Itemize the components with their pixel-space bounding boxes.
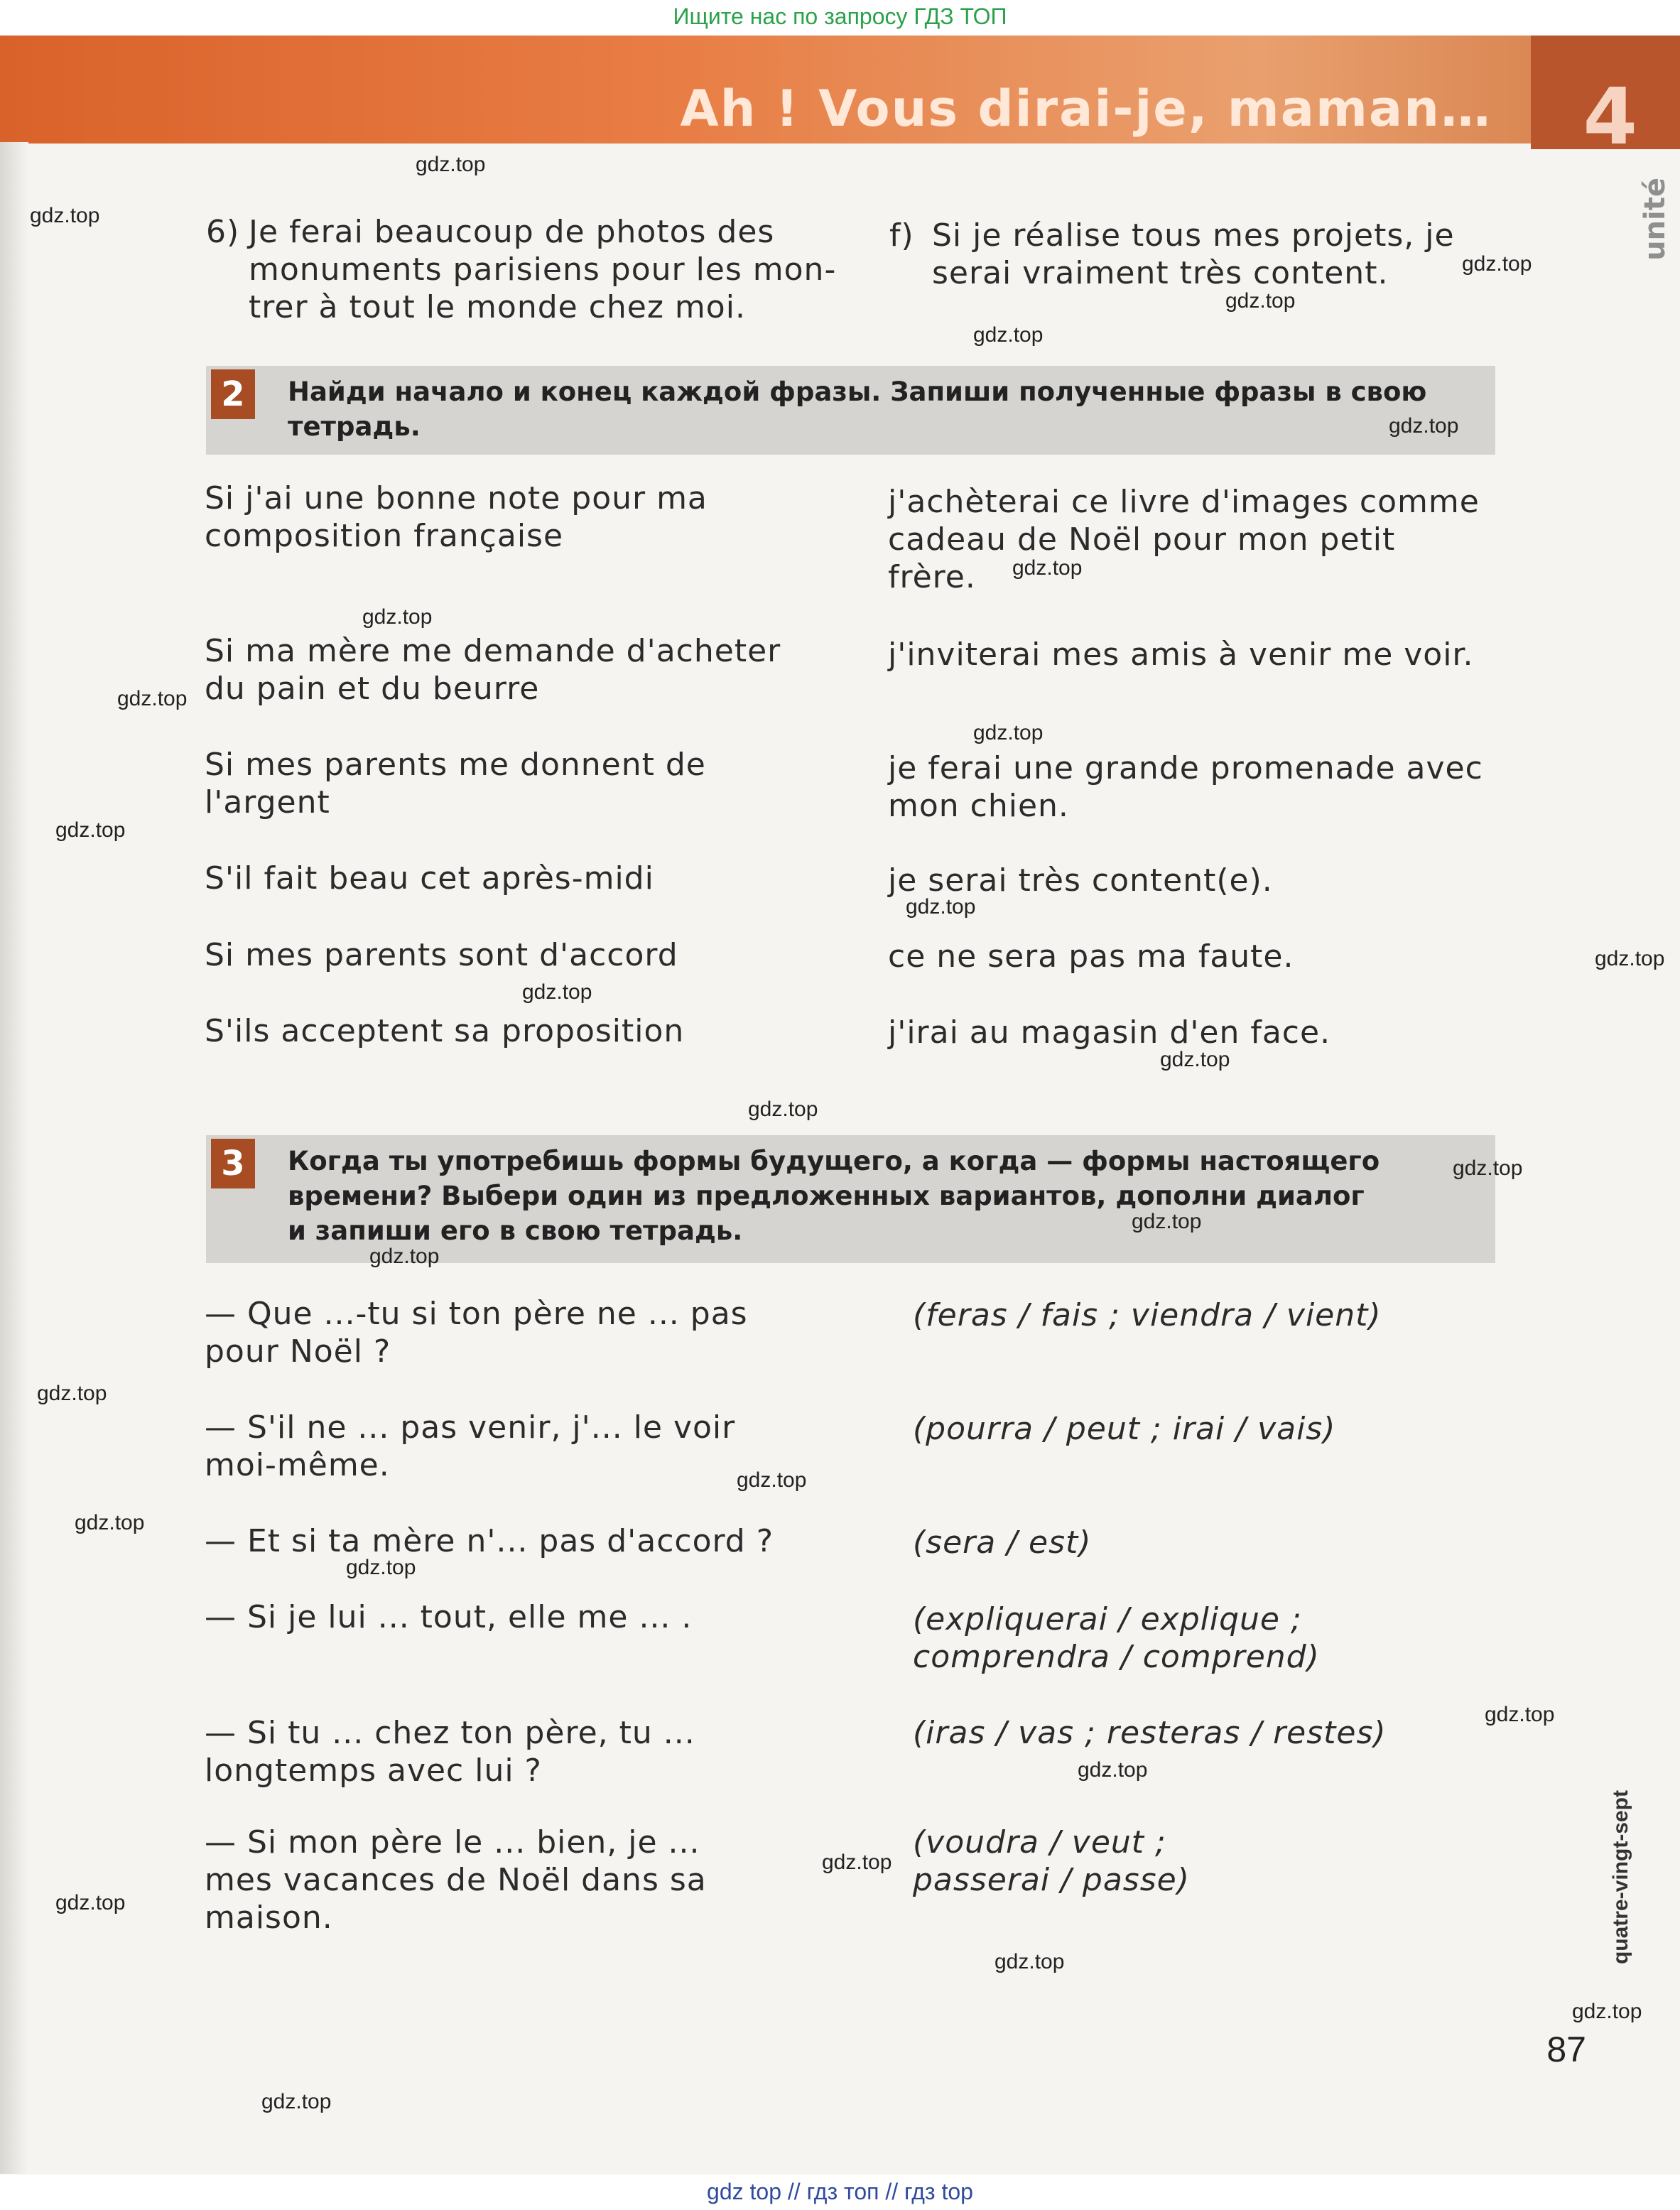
watermark: gdz.top	[1132, 1210, 1202, 1233]
watermark: gdz.top	[1485, 1703, 1555, 1726]
top-banner-note[interactable]: Ищите нас по запросу ГДЗ ТОП	[0, 0, 1680, 36]
watermark: gdz.top	[1160, 1048, 1230, 1071]
ex3-options: (feras / fais ; viendra / vient)	[913, 1297, 1382, 1333]
exercise-3-number: 3	[211, 1139, 255, 1188]
ex2-right-item: frère.	[888, 559, 976, 595]
watermark: gdz.top	[748, 1098, 818, 1121]
watermark: gdz.top	[1462, 252, 1532, 276]
ex2-left-item: Si j'ai une bonne note pour ma	[205, 480, 708, 516]
ex1-left-line: monuments parisiens pour les mon-	[249, 251, 837, 288]
ex3-options: (voudra / veut ;	[913, 1824, 1166, 1860]
watermark: gdz.top	[117, 687, 188, 710]
ex2-right-item: j'achèterai ce livre d'images comme	[888, 484, 1480, 520]
ex2-right-item: mon chien.	[888, 788, 1069, 824]
ex3-dialogue-line: maison.	[205, 1900, 333, 1936]
ex1-right-number: f)	[889, 217, 914, 254]
watermark: gdz.top	[1389, 414, 1459, 438]
exercise-3-instruction-line: времени? Выбери один из предложенных вариантов, дополни диалог	[288, 1181, 1365, 1211]
watermark: gdz.top	[1012, 556, 1083, 580]
unit-label: unité	[1639, 178, 1671, 261]
watermark: gdz.top	[362, 605, 433, 629]
watermark: gdz.top	[346, 1556, 416, 1579]
ex3-dialogue-line: — Si mon père le ... bien, je ...	[205, 1824, 700, 1860]
ex2-left-item: Si mes parents sont d'accord	[205, 937, 678, 973]
watermark: gdz.top	[1595, 947, 1665, 970]
ex2-right-item: cadeau de Noël pour mon petit	[888, 521, 1396, 558]
ex2-right-item: je ferai une grande promenade avec	[888, 750, 1483, 786]
unit-title: Ah ! Vous dirai-je, maman…	[680, 80, 1492, 138]
ex2-left-item: l'argent	[205, 784, 330, 820]
ex3-options: (pourra / peut ; irai / vais)	[913, 1411, 1336, 1447]
watermark: gdz.top	[416, 153, 486, 176]
exercise-2-instruction-line: Найди начало и конец каждой фразы. Запиши полученные фразы в свою	[288, 377, 1427, 407]
watermark: gdz.top	[1453, 1157, 1523, 1180]
watermark: gdz.top	[973, 323, 1044, 347]
ex1-left-line: Je ferai beaucoup de photos des	[249, 214, 775, 250]
page-number: 87	[1546, 2030, 1586, 2069]
ex3-dialogue-line: — S'il ne ... pas venir, j'... le voir	[205, 1409, 736, 1446]
ex1-right-line: serai vraiment très content.	[932, 255, 1389, 291]
watermark: gdz.top	[1572, 2000, 1642, 2023]
watermark: gdz.top	[906, 895, 976, 919]
ex2-left-item: composition française	[205, 518, 564, 554]
ex3-dialogue-line: — Et si ta mère n'... pas d'accord ?	[205, 1523, 774, 1559]
page-binding	[0, 142, 28, 2174]
page-number-words: quatre-vingt-sept	[1609, 1790, 1632, 1965]
exercise-2-instruction-line: тетрадь.	[288, 411, 421, 442]
bottom-banner-note[interactable]: gdz top // гдз топ // гдз top	[0, 2174, 1680, 2210]
ex3-options: (sera / est)	[913, 1524, 1092, 1561]
ex1-left-line: trer à tout le monde chez moi.	[249, 289, 746, 325]
ex1-right-line: Si je réalise tous mes projets, je	[932, 217, 1455, 254]
watermark: gdz.top	[1078, 1758, 1148, 1782]
watermark: gdz.top	[737, 1468, 807, 1492]
ex2-right-item: j'inviterai mes amis à venir me voir.	[888, 637, 1474, 673]
ex2-right-item: ce ne sera pas ma faute.	[888, 938, 1294, 975]
unit-number: 4	[1583, 71, 1637, 162]
ex3-dialogue-line: pour Noël ?	[205, 1333, 391, 1370]
ex3-dialogue-line: mes vacances de Noël dans sa	[205, 1862, 707, 1898]
ex2-left-item: Si mes parents me donnent de	[205, 747, 706, 783]
ex3-dialogue-line: — Si tu ... chez ton père, tu ...	[205, 1715, 695, 1751]
ex3-dialogue-line: longtemps avec lui ?	[205, 1753, 542, 1789]
watermark: gdz.top	[369, 1245, 440, 1268]
watermark: gdz.top	[75, 1511, 145, 1534]
ex2-right-item: j'irai au magasin d'en face.	[888, 1014, 1331, 1051]
exercise-3-instruction-line: и запиши его в свою тетрадь.	[288, 1215, 743, 1246]
watermark: gdz.top	[30, 204, 100, 227]
ex3-dialogue-line: — Si je lui ... tout, elle me ... .	[205, 1599, 693, 1635]
ex1-left-number: 6)	[206, 214, 240, 250]
exercise-2-number: 2	[211, 369, 255, 419]
watermark: gdz.top	[522, 980, 592, 1004]
watermark: gdz.top	[995, 1950, 1065, 1973]
watermark: gdz.top	[37, 1382, 107, 1405]
exercise-3-instruction-line: Когда ты употребишь формы будущего, а когда — формы настоящего	[288, 1146, 1380, 1176]
watermark: gdz.top	[55, 1891, 126, 1914]
ex3-options: passerai / passe)	[913, 1862, 1190, 1898]
ex3-options: (iras / vas ; resteras / restes)	[913, 1715, 1387, 1751]
watermark: gdz.top	[55, 818, 126, 842]
ex2-left-item: S'il fait beau cet après-midi	[205, 860, 654, 897]
watermark: gdz.top	[973, 721, 1044, 744]
ex2-left-item: Si ma mère me demande d'acheter	[205, 633, 781, 669]
watermark: gdz.top	[822, 1851, 892, 1874]
ex2-right-item: je serai très content(e).	[888, 862, 1273, 899]
ex3-dialogue-line: — Que ...-tu si ton père ne ... pas	[205, 1296, 748, 1332]
ex3-options: (expliquerai / explique ;	[913, 1601, 1302, 1637]
ex3-options: comprendra / comprend)	[913, 1639, 1320, 1675]
ex3-dialogue-line: moi-même.	[205, 1447, 390, 1483]
ex2-left-item: du pain et du beurre	[205, 671, 540, 707]
ex2-left-item: S'ils acceptent sa proposition	[205, 1013, 685, 1049]
watermark: gdz.top	[1225, 289, 1296, 313]
watermark: gdz.top	[261, 2090, 332, 2113]
